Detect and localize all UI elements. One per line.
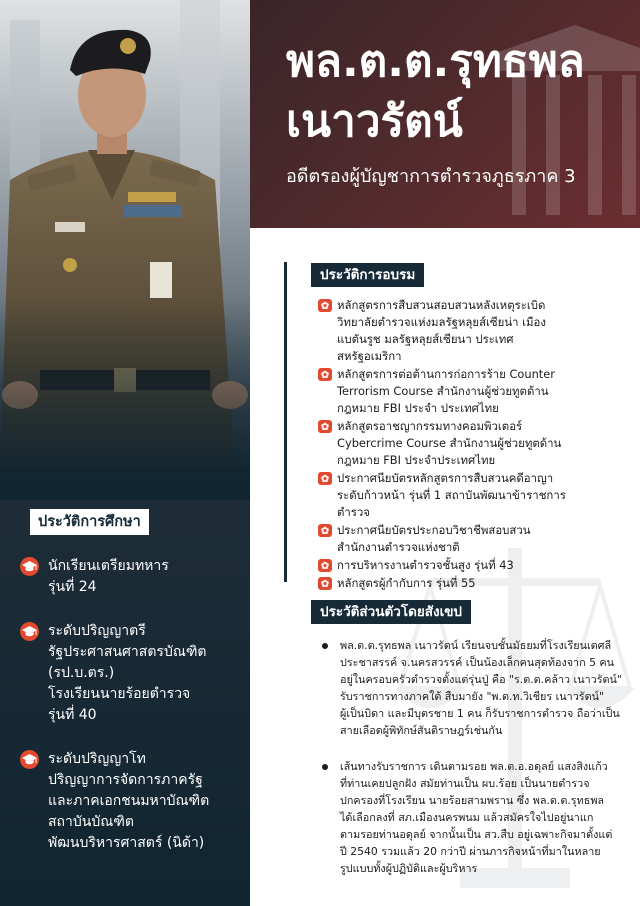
text-line: Terrorism Course สำนักงานผู้ช่วยทูตด้าน (337, 384, 549, 398)
badge-icon (318, 559, 332, 572)
text-line: ได้เลือกลงที่ สภ.เมืองนครพนม แล้วสมัครใจไปอยู่นาแก (340, 811, 594, 824)
training-item (318, 297, 634, 365)
personal-paragraph (322, 758, 634, 877)
training-item (318, 557, 634, 574)
text-line: ผู้เป็นบิดา และมีบุตรชาย 1 คน ก็รับราชการตำรวจ ถือว่าเป็น (340, 707, 620, 720)
text-line: ประกาศนียบัตรประกอบวิชาชีพสอบสวน (337, 523, 531, 537)
badge-icon (318, 524, 332, 537)
education-list (20, 556, 242, 854)
badge-icon (318, 368, 332, 381)
text-line: ประชาสรรค์ จ.นครสวรรค์ เป็นน้องเล็กคนสุดท้องจาก 5 คน (340, 656, 614, 669)
text-line: หลักสูตรผู้กำกับการ รุ่นที่ 55 (337, 576, 476, 590)
text-line: ปกครองที่โรงเรียน นายร้อยสามพราน ซึ่ง พล.ต.ต.รุทธพล (340, 794, 605, 807)
text-line: เส้นทางรับราชการ เดินตามรอย พล.ต.อ.อดุลย์ แสงสิงแก้ว (340, 760, 608, 773)
education-item (20, 749, 242, 854)
left-column (0, 0, 250, 906)
training-item (318, 575, 634, 592)
text-line: สายเลือดผู้พิทักษ์สันติราษฎร์เช่นกัน (340, 724, 503, 737)
text-line: สำนักงานตำรวจแห่งชาติ (337, 540, 460, 554)
text-line: สถาบันบัณฑิต (48, 814, 134, 830)
training-list (318, 297, 634, 592)
training-item (318, 366, 634, 417)
text-line: วิทยาลัยตำรวจแห่งมลรัฐหลุยส์เซียน่า เมือง (337, 315, 546, 329)
text-line: ปี 2540 รวมแล้ว 20 กว่าปี ผ่านภารกิจหน้าที่มาในหลาย (340, 845, 601, 858)
text-line: กฎหมาย FBI ประจำประเทศไทย (337, 453, 496, 467)
text-line: Cybercrime Course สำนักงานผู้ช่วยทูตด้าน (337, 436, 562, 450)
text-line: พัฒนบริหารศาสตร์ (นิด้า) (48, 835, 205, 851)
text-line: รัฐประศาสนศาสตรบัณฑิต (48, 644, 207, 660)
text-line: นักเรียนเตรียมทหาร (48, 558, 169, 574)
person-name-line-2: เนาวรัตน์ (286, 96, 463, 147)
graduation-cap-icon (20, 622, 39, 641)
training-item (318, 470, 634, 521)
text-line: หลักสูตรอาชญากรรมทางคอมพิวเตอร์ (337, 419, 523, 433)
bullet-icon (322, 764, 328, 770)
header-banner (250, 0, 640, 228)
text-line: ที่ท่านเคยปลูกฝัง สมัยท่านเป็น ผบ.ร้อย เป็นนายตำรวจ (340, 777, 590, 790)
badge-icon (318, 299, 332, 312)
graduation-cap-icon (20, 750, 39, 769)
person-name-line-1: พล.ต.ต.รุทธพล (286, 36, 585, 87)
text-line: รับราชการทางภาคใต้ สืบมายัง "พ.ต.ท.วิเชียร เนาวรัตน์" (340, 690, 604, 703)
graduation-cap-icon (20, 557, 39, 576)
training-item (318, 418, 634, 469)
personal-list (322, 637, 634, 877)
personal-paragraph (322, 637, 634, 739)
text-line: รุ่นที่ 40 (48, 707, 97, 723)
photo-fade-overlay (0, 300, 250, 500)
education-heading: ประวัติการศึกษา (30, 509, 149, 535)
personal-heading: ประวัติส่วนตัวโดยสังเขป (311, 600, 471, 624)
text-line: (รป.บ.ตร.) (48, 665, 115, 681)
text-line: รุ่นที่ 24 (48, 579, 97, 595)
education-item (20, 621, 242, 726)
text-line: หลักสูตรการสืบสวนสอบสวนหลังเหตุระเบิด (337, 298, 546, 312)
badge-icon (318, 420, 332, 433)
text-line: สหรัฐอเมริกา (337, 349, 402, 363)
bullet-icon (322, 643, 328, 649)
text-line: ตามรอยท่านอดุลย์ จากนั้นเป็น สว.สืบ อยู่เฉพาะกิจมาตั้งแต่ (340, 828, 613, 841)
education-item (20, 556, 242, 598)
training-item (318, 522, 634, 556)
badge-icon (318, 577, 332, 590)
text-line: กฎหมาย FBI ประจำ ประเทศไทย (337, 401, 499, 415)
text-line: และภาคเอกชนมหาบัณฑิต (48, 793, 210, 809)
text-line: แบตันรูช มลรัฐหลุยส์เซียนา ประเทศ (337, 332, 514, 346)
position-subtitle: อดีตรองผู้บัญชาการตำรวจภูธรภาค 3 (286, 166, 576, 187)
text-line: รูปแบบทั้งผู้ปฏิบัติและผู้บริหาร (340, 862, 478, 875)
text-line: ระดับก้าวหน้า รุ่นที่ 1 สถาบันพัฒนาข้าราชการ (337, 488, 566, 502)
text-line: ระดับปริญญาตรี (48, 623, 146, 639)
text-line: ปริญญาการจัดการภาครัฐ (48, 772, 203, 788)
badge-icon (318, 472, 332, 485)
text-line: หลักสูตรการต่อต้านการก่อการร้าย Counter (337, 367, 555, 381)
training-heading: ประวัติการอบรม (311, 263, 424, 287)
text-line: พล.ต.ต.รุทธพล เนาวรัตน์ เรียนจบชั้นมัธยมที่โรงเรียนเตศลี (340, 639, 612, 652)
section-divider-bar (284, 262, 287, 582)
text-line: อยู่ในครอบครัวตำรวจตั้งแต่รุ่นปู่ คือ "ร.ต.ต.คล้าว เนาวรัตน์" (340, 673, 622, 686)
text-line: การบริหารงานตำรวจชั้นสูง รุ่นที่ 43 (337, 558, 514, 572)
text-line: ตำรวจ (337, 505, 370, 519)
text-line: โรงเรียนนายร้อยตำรวจ (48, 686, 191, 702)
text-line: ระดับปริญญาโท (48, 751, 146, 767)
text-line: ประกาศนียบัตรหลักสูตรการสืบสวนคดีอาญา (337, 471, 554, 485)
